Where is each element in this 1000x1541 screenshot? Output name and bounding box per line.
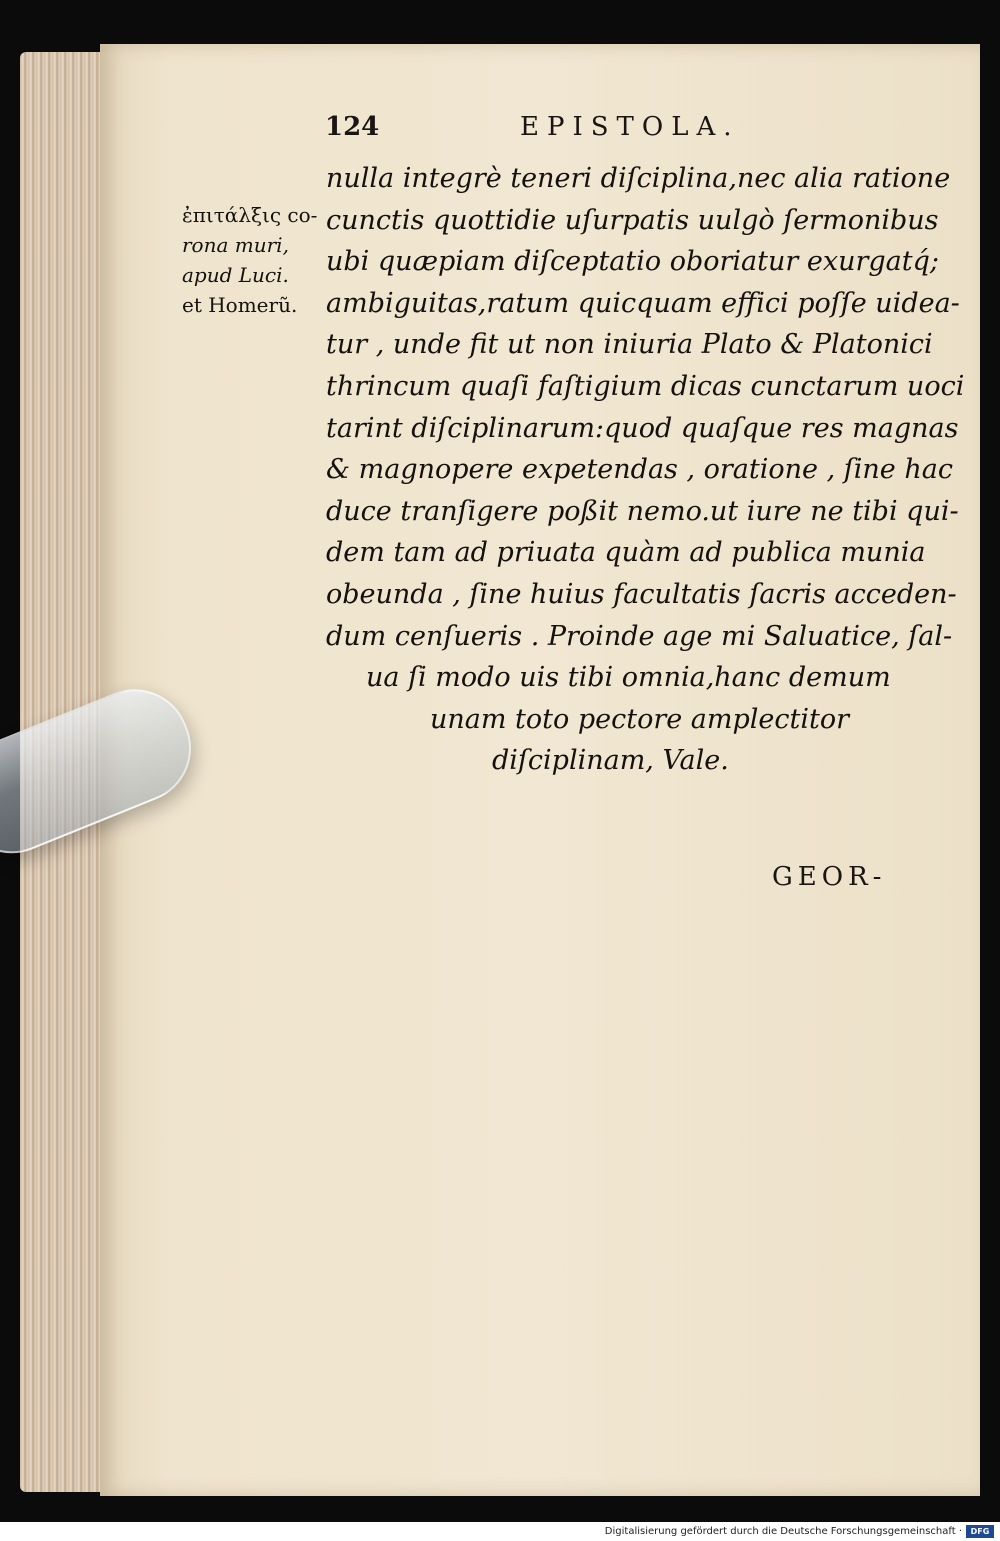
text-line: unam toto pectore amplectitor (430, 703, 850, 735)
catchword: GEOR- (772, 862, 887, 892)
text-line: ambiguitas,ratum quicquam effici poſſe uidea- (326, 287, 960, 319)
text-line: diſciplinam, Vale. (492, 745, 729, 777)
text-line: ua ſi modo uis tibi omnia,hanc demum (366, 662, 891, 694)
text-line: dum cenſueris . Proinde age mi Saluatice, ſal- (326, 620, 953, 652)
page-number: 124 (325, 112, 380, 142)
credit-text: Digitalisierung gefördert durch die Deutsche Forschungsgemeinschaft · (604, 1526, 962, 1537)
text-line: duce tranſigere poßit nemo.ut iure ne tibi qui- (326, 495, 959, 527)
text-line: thrincum quaſi faſtigium dicas cunctarum uoci (326, 370, 965, 402)
text-line: ubi quæpiam diſceptatio oboriatur exurgatq́; (326, 246, 939, 278)
text-line: & magnopere expetendas , oratione , ſine hac (326, 454, 953, 486)
marginal-note-line: rona muri, (182, 233, 289, 257)
dfg-logo: DFG (966, 1525, 994, 1538)
digitization-credit-bar (0, 1522, 1000, 1541)
body-text (326, 158, 965, 782)
marginal-note-line: et Homerũ. (182, 293, 298, 317)
marginal-note-line: apud Luci. (182, 263, 289, 287)
text-line: dem tam ad priuata quàm ad publica munia (326, 537, 926, 569)
text-line: tarint diſciplinarum:quod quaſque res magnas (326, 412, 959, 444)
running-head (325, 112, 925, 146)
text-line: nulla integrè teneri diſciplina,nec alia ratione (326, 163, 951, 194)
text-line: tur , unde fit ut non iniuria Plato & Platonici (326, 329, 933, 361)
marginal-note-line: ἐπιτάλξις co- (182, 203, 318, 227)
text-line: cunctis quottidie uſurpatis uulgò ſermonibus (326, 204, 939, 236)
text-line: obeunda , ſine huius facultatis ſacris acceden- (326, 578, 957, 610)
running-title: EPISTOLA. (520, 112, 740, 142)
marginal-note (182, 200, 322, 320)
